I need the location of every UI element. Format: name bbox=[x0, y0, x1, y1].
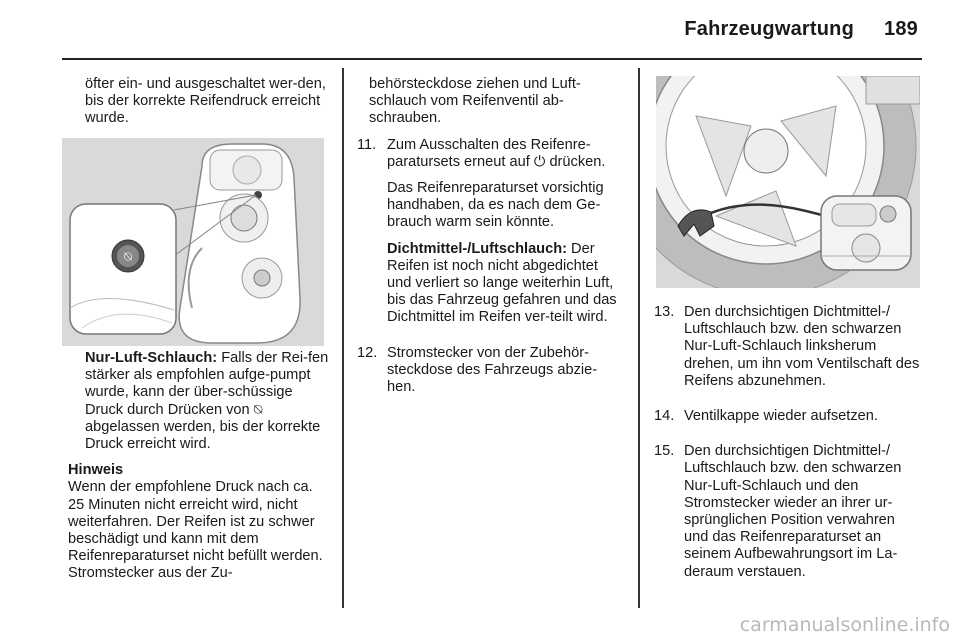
column-divider-1 bbox=[342, 68, 344, 608]
step-12-text: Stromstecker von der Zubehör-steckdose des Fahrzeugs abzie-hen. bbox=[387, 344, 598, 396]
step-14-text: Ventilkappe wieder aufsetzen. bbox=[684, 408, 878, 425]
air-hose-note: Nur-Luft-Schlauch: Falls der Rei-fen stärker als empfohlen aufge-pumpt wurde, kann der über-schüssige Druck durch Drücken von ⍉ abgelassen werden, bis der korrekte Druck erreicht wird. bbox=[85, 350, 329, 453]
header-rule bbox=[62, 58, 922, 60]
middle-column bbox=[357, 76, 621, 414]
step-number: 15. bbox=[654, 443, 675, 460]
step-12 bbox=[357, 345, 621, 406]
air-hose-label: Nur-Luft-Schlauch: bbox=[85, 350, 218, 366]
deflate-symbol: ⍉ bbox=[253, 401, 263, 418]
step-number: 11. bbox=[357, 136, 377, 153]
right-column bbox=[654, 304, 922, 599]
left-column-lower bbox=[68, 350, 330, 592]
step-11-hose-note: Dichtmittel-/Luftschlauch: Der Reifen ist noch nicht abgedichtet und verliert so lange weiterhin Luft, bis das Fahrzeug gefahren und das Dichtmittel im Reifen ver-teilt wird. bbox=[387, 240, 617, 326]
step-14 bbox=[654, 408, 922, 434]
step-13-text: Den durchsichtigen Dichtmittel-/ Luftschlauch bzw. den schwarzen Nur-Luft-Schlauch linksherum drehen, um ihn vom Ventilschaft des Reifens abzunehmen. bbox=[684, 304, 920, 389]
step-11-caution: Das Reifenreparaturset vorsichtig handhaben, da es nach dem Ge-brauch warm sein könnte. bbox=[387, 180, 604, 231]
chapter-title: Fahrzeugwartung bbox=[684, 18, 855, 40]
step-number: 14. bbox=[654, 408, 675, 425]
page-header bbox=[684, 18, 918, 41]
wheel-hose-illustration bbox=[656, 76, 920, 288]
compressor-illustration bbox=[62, 138, 324, 346]
left-continuation: öfter ein- und ausgeschaltet wer-den, bis der korrekte Reifendruck erreicht wurde. bbox=[85, 76, 326, 127]
sealant-hose-label: Dichtmittel-/Luftschlauch: bbox=[387, 240, 567, 257]
step-13 bbox=[654, 304, 922, 399]
column-divider-2 bbox=[638, 68, 640, 608]
page-number: 189 bbox=[884, 18, 918, 40]
step-number: 13. bbox=[654, 304, 675, 320]
hint-title: Hinweis bbox=[68, 462, 124, 479]
step-15 bbox=[654, 443, 922, 590]
watermark-link[interactable]: carmanualsonline.info bbox=[739, 614, 950, 636]
left-column bbox=[68, 76, 326, 137]
step-11 bbox=[357, 137, 621, 336]
step-15-text: Den durchsichtigen Dichtmittel-/ Luftschlauch bzw. den schwarzen Nur-Luft-Schlauch und den Stromstecker wieder an ihrer ur-sprünglichen Position verwahren und das Reifenreparaturset an seinem Aufbewahrungsort im La-deraum verstauen. bbox=[684, 443, 902, 580]
middle-continuation: behörsteckdose ziehen und Luft-schlauch vom Reifenventil ab-schrauben. bbox=[369, 76, 581, 127]
power-symbol: ⏻ bbox=[533, 153, 546, 170]
svg-text:⍉: ⍉ bbox=[124, 250, 132, 265]
hint-text: Wenn der empfohlene Druck nach ca. 25 Minuten nicht erreicht wird, nicht weiterfahren. Der Reifen ist zu schwer beschädigt und kann mit dem Reifenreparaturset nicht befüllt werden. Stromstecker aus der Zu- bbox=[68, 479, 323, 582]
step-11-text: Zum Ausschalten des Reifenre-paratursets erneut auf ⏻ drücken. bbox=[387, 136, 606, 170]
step-number: 12. bbox=[357, 344, 378, 361]
